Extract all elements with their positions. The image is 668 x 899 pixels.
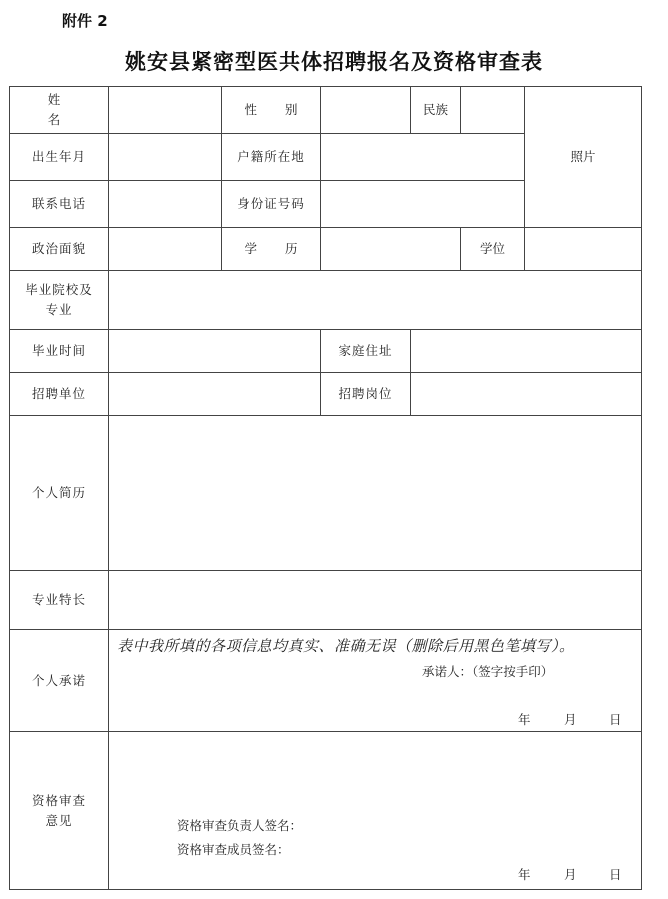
review-leader-sign: 资格审查负责人签名： <box>177 818 303 833</box>
form-title: 姚安县紧密型医共体招聘报名及资格审查表 <box>125 49 543 74</box>
table-row <box>10 271 642 330</box>
ethnicity-label: 民族 <box>411 87 461 134</box>
education-label: 学 历 <box>222 228 321 271</box>
table-row <box>10 373 642 416</box>
name-field[interactable] <box>109 87 222 134</box>
unit-field[interactable] <box>109 373 321 416</box>
address-field[interactable] <box>411 330 642 373</box>
review-member-sign: 资格审查成员签名： <box>177 842 290 857</box>
review-year: 年 <box>518 867 531 882</box>
table-row <box>10 87 642 134</box>
table-row <box>10 732 642 890</box>
table-row <box>10 571 642 630</box>
political-field[interactable] <box>109 228 222 271</box>
table-row <box>10 416 642 571</box>
id-number-field[interactable] <box>321 181 525 228</box>
resume-field[interactable] <box>109 416 642 571</box>
promise-signer-label: 承诺人：（签字按手印） <box>422 664 554 679</box>
table-row <box>10 630 642 732</box>
gender-label: 性 别 <box>222 87 321 134</box>
registration-form-table <box>9 86 642 890</box>
political-label: 政治面貌 <box>10 228 109 271</box>
review-day: 日 <box>609 867 622 882</box>
promise-year: 年 <box>518 712 531 727</box>
hukou-label: 户籍所在地 <box>222 134 321 181</box>
review-cell[interactable] <box>109 732 642 890</box>
address-label: 家庭住址 <box>321 330 411 373</box>
ethnicity-field[interactable] <box>461 87 525 134</box>
degree-field[interactable] <box>525 228 642 271</box>
birth-field[interactable] <box>109 134 222 181</box>
specialty-field[interactable] <box>109 571 642 630</box>
review-label: 资格审查意见 <box>10 732 109 890</box>
school-label: 毕业院校及专业 <box>10 271 109 330</box>
promise-day: 日 <box>609 712 622 727</box>
hukou-field[interactable] <box>321 134 525 181</box>
id-number-label: 身份证号码 <box>222 181 321 228</box>
resume-label: 个人简历 <box>10 416 109 571</box>
table-row <box>10 228 642 271</box>
specialty-label: 专业特长 <box>10 571 109 630</box>
photo-cell[interactable]: 照片 <box>525 87 642 228</box>
post-label: 招聘岗位 <box>321 373 411 416</box>
degree-label: 学位 <box>461 228 525 271</box>
promise-statement: 表中我所填的各项信息均真实、准确无误（删除后用黑色笔填写）。 <box>117 637 575 655</box>
unit-label: 招聘单位 <box>10 373 109 416</box>
birth-label: 出生年月 <box>10 134 109 181</box>
grad-time-field[interactable] <box>109 330 321 373</box>
grad-time-label: 毕业时间 <box>10 330 109 373</box>
education-field[interactable] <box>321 228 461 271</box>
promise-month: 月 <box>564 712 577 727</box>
table-row <box>10 330 642 373</box>
review-month: 月 <box>564 867 577 882</box>
phone-label: 联系电话 <box>10 181 109 228</box>
promise-cell[interactable] <box>109 630 642 732</box>
post-field[interactable] <box>411 373 642 416</box>
phone-field[interactable] <box>109 181 222 228</box>
promise-label: 个人承诺 <box>10 630 109 732</box>
school-field[interactable] <box>109 271 642 330</box>
name-label: 姓 名 <box>10 87 109 134</box>
gender-field[interactable] <box>321 87 411 134</box>
attachment-label: 附件 2 <box>62 12 108 30</box>
